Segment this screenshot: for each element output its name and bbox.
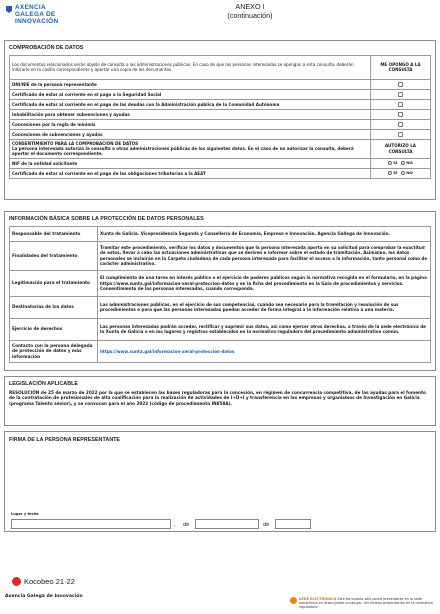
oppose-checkbox[interactable] <box>398 102 403 107</box>
data-check-intro-row <box>10 55 431 79</box>
no-option[interactable]: NO <box>401 170 413 175</box>
dpo-link[interactable]: https://www.xunta.gal/informacion-xeral-proteccion-datos <box>98 340 431 362</box>
logo-line-2: GALEGA DE <box>15 11 56 19</box>
data-protection-section <box>4 211 436 371</box>
place-field[interactable] <box>11 519 171 529</box>
de-separator-1: de <box>183 522 190 528</box>
year-field[interactable] <box>275 519 311 529</box>
table-row <box>10 318 431 340</box>
table-row <box>10 89 431 99</box>
table-row <box>10 270 431 296</box>
signature-section <box>4 431 436 532</box>
authorize-header: AUTORIZO LA CONSULTA <box>371 139 431 158</box>
table-row <box>10 99 431 109</box>
legislation-section <box>4 376 436 426</box>
logo-line-1: AXENCIA <box>15 4 46 11</box>
program-logo <box>12 577 75 586</box>
protection-text: Las administraciones públicas, en el ejercicio de sus competencias, cuando sea necesario para la tramitación y resolución de sus procedimientos o para que las personas interesadas puedan acceder de forma integral a la información relativa a una materia. <box>98 296 431 318</box>
data-check-intro: Los documentos relacionados serán objeto de consulta a las administraciones públicas. En caso de que las personas interesadas se opongan a esta consulta, deberán indicarlo en la casilla correspondiente y aportar una copia de los documentos. <box>10 55 371 79</box>
protection-label: Contacto con la persona delegada de protección de datos y más información <box>10 340 98 362</box>
annex-title: ANEXO I <box>235 2 265 11</box>
signature-title: FIRMA DE LA PERSONA REPRESENTANTE <box>9 437 121 443</box>
program-logo-icon <box>12 577 21 586</box>
radio-icon <box>388 161 392 165</box>
oppose-row-label: Certificado de estar al corriente en el pago de las deudas con la Administración pública de la Comunidad Autónoma <box>10 99 371 109</box>
protection-label: Legitimación para el tratamiento <box>10 270 98 296</box>
comma-separator: , <box>174 522 176 528</box>
oppose-checkbox[interactable] <box>398 92 403 97</box>
table-row <box>10 119 431 129</box>
oppose-row-label: Inhabilitación para obtener subvenciones y ayudas <box>10 109 371 119</box>
table-row <box>10 241 431 270</box>
logo-text <box>15 4 58 25</box>
data-protection-title: INFORMACIÓN BÁSICA SOBRE LA PROTECCIÓN DE DATOS PERSONALES <box>9 216 204 222</box>
legislation-title: LEGISLACIÓN APLICABLE <box>9 381 78 387</box>
radio-icon <box>388 171 392 175</box>
place-date-label: Lugar y fecha <box>11 512 39 516</box>
de-separator-2: de <box>263 522 270 528</box>
authorize-row-label: NIF de la entidad solicitante <box>10 158 371 168</box>
data-protection-table <box>9 226 431 363</box>
program-name: Kocobeo 21·22 <box>24 577 75 586</box>
oppose-row-label: Concesiones de subvenciones y ayudas <box>10 129 371 139</box>
data-check-section <box>4 40 436 200</box>
table-row <box>10 109 431 119</box>
oppose-checkbox[interactable] <box>398 132 403 137</box>
protection-label: Ejercicio de derechos <box>10 318 98 340</box>
authorize-intro <box>10 139 371 158</box>
oppose-checkbox[interactable] <box>398 122 403 127</box>
sede-notice <box>290 597 436 609</box>
sede-title: SEDE ELECTRÓNICA <box>299 597 337 601</box>
yes-option[interactable]: SÍ <box>388 160 397 165</box>
annex-subtitle: (continuación) <box>227 10 273 20</box>
sede-logo-icon <box>290 597 297 604</box>
xunta-shield-icon <box>6 6 12 13</box>
oppose-header: ME OPONGO A LA CONSULTA <box>371 55 431 79</box>
logo-line-3: INNOVACIÓN <box>15 18 59 26</box>
table-row <box>10 296 431 318</box>
protection-text: Las personas interesadas podrán acceder, rectificar y suprimir sus datos, así como ejercer otros derechos, a través de la sede electrónica de la Xunta de Galicia o en los lugares y registros establecidos en la normativa reguladora del procedimiento administrativo común. <box>98 318 431 340</box>
protection-text: Xunta de Galicia. Vicepresidencia Segunda y Consellería de Economía, Empresa e Innovación. Agencia Gallega de Innovación. <box>98 226 431 241</box>
agency-logo <box>6 4 98 38</box>
authorize-row-label: Certificado de estar al corriente en el pago de las obligaciones tributarias a la AEAT <box>10 168 371 178</box>
day-month-field[interactable] <box>195 519 259 529</box>
annex-heading <box>150 3 350 20</box>
data-check-table <box>9 55 431 179</box>
radio-icon <box>401 171 405 175</box>
data-check-title: COMPROBACIÓN DE DATOS <box>9 45 84 51</box>
oppose-row-label: Concesiones por la regla de minimis <box>10 119 371 129</box>
protection-label: Finalidades del tratamiento <box>10 241 98 270</box>
protection-label: Destinatarias de los datos <box>10 296 98 318</box>
authorize-text: La persona interesada autoriza la consulta a otras administraciones públicas de los siguientes datos. En el caso de no autorizar la consulta, deberá aportar el documento correspondiente. <box>12 146 354 157</box>
oppose-checkbox[interactable] <box>398 82 403 87</box>
oppose-row-label: Certificado de estar al corriente en el pago a la Seguridad Social <box>10 89 371 99</box>
radio-icon <box>401 161 405 165</box>
oppose-row-label: DNI/NIE de la persona representante <box>10 79 371 89</box>
protection-text: El cumplimiento de una tarea en interés público o el ejercicio de poderes públicos según la normativa recogida en el formulario, en la página https://www.xunta.gal/informacion-xeral-proteccion-datos y en la ficha del procedimiento en la Guía de procedimientos y servicios. Consentimiento de las personas interesadas, cuando corresponda. <box>98 270 431 296</box>
legislation-text: RESOLUCIÓN de 25 de marzo de 2022 por la que se establecen las bases reguladoras para la concesión, en régimen de concurrencia competitiva, de las ayudas para el fomento de la contratación de profesionales de alta cualificación para la realización de actividades de I+D+I y transferencia en las empresas y organismos de Investigación en Galicia (programa Talento sénior), y se convocan para el año 2022 (código de procedimiento IN858A). <box>9 389 426 406</box>
authorize-intro-row <box>10 139 431 158</box>
oppose-checkbox[interactable] <box>398 112 403 117</box>
table-row <box>10 226 431 241</box>
place-date-fields <box>11 519 431 530</box>
sede-text: Este formulario sólo podrá presentarse en la sede electrónica en https://sede.xunta.gal. Ver formas presentación en la normativa reguladora <box>299 597 433 610</box>
table-row <box>10 158 431 168</box>
table-row <box>10 168 431 178</box>
yes-option[interactable]: SÍ <box>388 170 397 175</box>
table-row <box>10 129 431 139</box>
protection-label: Responsable del tratamiento <box>10 226 98 241</box>
table-row <box>10 79 431 89</box>
footer-agency: Axencia Galega de Innovación <box>5 594 83 599</box>
authorize-title: CONSENTIMIENTO PARA LA COMPROBACIÓN DE DATOS <box>12 140 139 146</box>
protection-text: Tramitar este procedimiento, verificar los datos y documentos que la persona interesada aporta en su solicitud para comprobar la exactitud de estos, llevar a cabo las actuaciones administrativas que se deriven e informar sobre el estado de tramitación. Asimismo, los datos personales se incluirán en la Carpeta ciudadana de cada persona interesada para facilitar el acceso a la información, tanto personal como de carácter administrativo. <box>98 241 431 270</box>
table-row <box>10 340 431 362</box>
no-option[interactable]: NO <box>401 160 413 165</box>
